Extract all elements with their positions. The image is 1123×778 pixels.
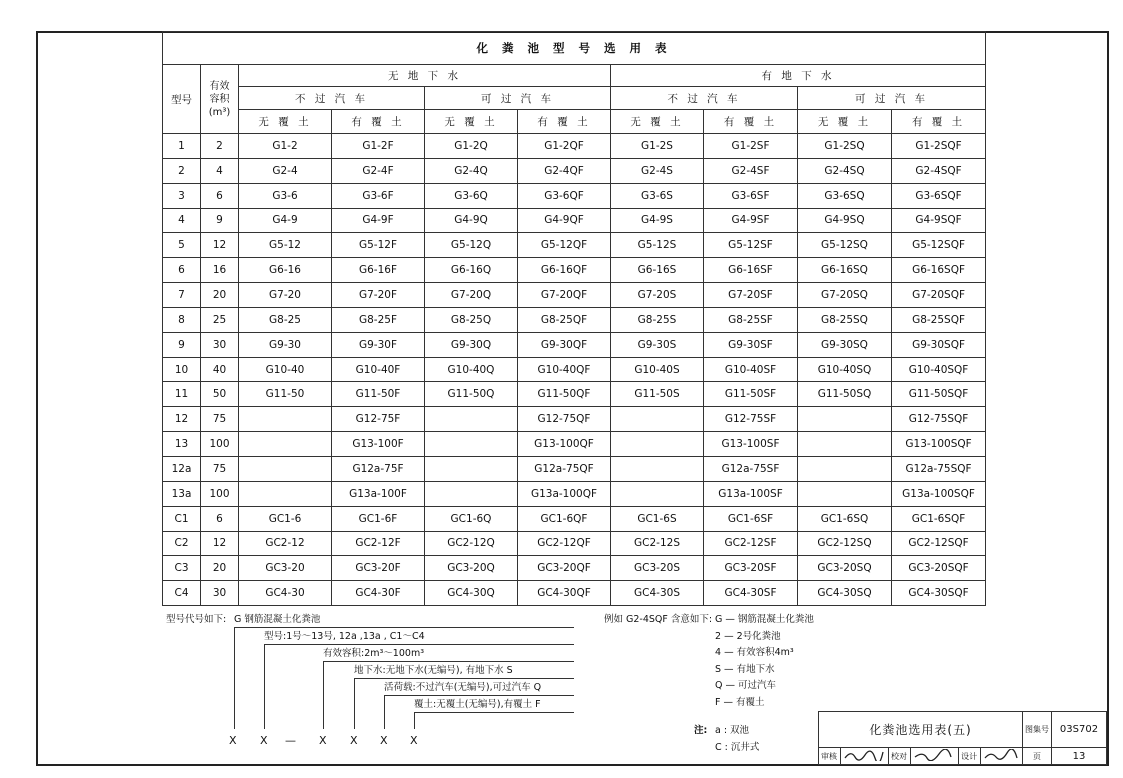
model-code-cell <box>239 407 332 432</box>
model-code-cell: G3-6SF <box>704 183 798 208</box>
legend-line <box>234 627 574 628</box>
volume-cell: 30 <box>201 332 239 357</box>
model-code-cell: G8-25S <box>611 307 704 332</box>
example-item: F — 有覆土 <box>715 696 765 708</box>
legend-line <box>264 644 265 729</box>
model-code-cell: GC3-20QF <box>518 556 611 581</box>
model-code-cell: GC3-20SF <box>704 556 798 581</box>
with-soil-header: 有 覆 土 <box>332 110 425 134</box>
model-code-cell: G6-16QF <box>518 258 611 283</box>
model-code-cell <box>425 432 518 457</box>
model-code-cell: G11-50QF <box>518 382 611 407</box>
legend-g-definition: G 钢筋混凝土化粪池 <box>234 614 321 625</box>
code-slot: X <box>319 734 327 747</box>
model-code-cell: G9-30SQ <box>798 332 892 357</box>
model-code-cell: G9-30SF <box>704 332 798 357</box>
example-list <box>715 612 814 711</box>
model-number-cell: 9 <box>163 332 201 357</box>
volume-cell: 50 <box>201 382 239 407</box>
model-code-cell: GC2-12F <box>332 531 425 556</box>
volume-cell: 2 <box>201 134 239 159</box>
table-row <box>163 581 986 606</box>
model-code-cell: G12-75QF <box>518 407 611 432</box>
model-code-cell <box>425 481 518 506</box>
model-code-cell: G9-30Q <box>425 332 518 357</box>
model-code-cell: GC3-20SQ <box>798 556 892 581</box>
model-code-cell: G13-100F <box>332 432 425 457</box>
model-code-cell: G3-6S <box>611 183 704 208</box>
model-number-cell: 4 <box>163 208 201 233</box>
legend-line <box>384 695 385 729</box>
legend-volume: 有效容积:2m³～100m³ <box>323 648 425 659</box>
model-code-cell: G7-20SQ <box>798 283 892 308</box>
example-item: 2 — 2号化粪池 <box>715 630 781 642</box>
model-code-cell: GC3-20 <box>239 556 332 581</box>
col-volume-line1: 有效 <box>209 80 230 92</box>
model-code-cell: G1-2Q <box>425 134 518 159</box>
model-code-cell: G7-20SF <box>704 283 798 308</box>
model-number-cell: 12 <box>163 407 201 432</box>
note-a: a : 双池 <box>715 725 750 736</box>
legend-line <box>414 712 574 713</box>
model-code-cell: G13a-100F <box>332 481 425 506</box>
model-code-cell: G7-20SQF <box>892 283 986 308</box>
model-code-cell: G8-25 <box>239 307 332 332</box>
model-code-cell: G11-50Q <box>425 382 518 407</box>
model-code-cell: G2-4SQ <box>798 158 892 183</box>
model-code-cell: GC2-12SQ <box>798 531 892 556</box>
model-number-cell: 12a <box>163 456 201 481</box>
volume-cell: 75 <box>201 407 239 432</box>
model-code-cell: G11-50SF <box>704 382 798 407</box>
code-slot: X <box>380 734 388 747</box>
model-code-cell: GC2-12Q <box>425 531 518 556</box>
model-code-cell <box>798 456 892 481</box>
model-code-cell: G12a-75SQF <box>892 456 986 481</box>
model-code-cell: G2-4S <box>611 158 704 183</box>
volume-cell: 9 <box>201 208 239 233</box>
model-code-cell: GC1-6S <box>611 506 704 531</box>
atlas-label: 图集号 <box>1023 712 1052 748</box>
design-label: 设计 <box>959 748 981 765</box>
legend-line <box>323 661 324 729</box>
model-number-cell: 5 <box>163 233 201 258</box>
model-number-cell: C3 <box>163 556 201 581</box>
model-code-cell: G1-2 <box>239 134 332 159</box>
volume-cell: 40 <box>201 357 239 382</box>
model-code-cell: GC2-12QF <box>518 531 611 556</box>
model-number-cell: C2 <box>163 531 201 556</box>
model-number-cell: 8 <box>163 307 201 332</box>
volume-cell: 20 <box>201 283 239 308</box>
model-code-cell: GC1-6SQ <box>798 506 892 531</box>
model-code-cell: G9-30F <box>332 332 425 357</box>
model-code-cell <box>611 432 704 457</box>
volume-cell: 12 <box>201 233 239 258</box>
model-code-cell: G6-16 <box>239 258 332 283</box>
col-type-header: 型号 <box>163 65 201 134</box>
model-code-cell: GC4-30SF <box>704 581 798 606</box>
model-code-cell: G6-16SQ <box>798 258 892 283</box>
model-code-cell: G10-40 <box>239 357 332 382</box>
note-c: C : 沉井式 <box>715 742 760 753</box>
model-code-cell: G12a-75QF <box>518 456 611 481</box>
with-soil-header: 有 覆 土 <box>518 110 611 134</box>
model-code-cell: G4-9S <box>611 208 704 233</box>
model-code-cell: G6-16S <box>611 258 704 283</box>
model-code-cell: GC1-6F <box>332 506 425 531</box>
model-code-cell: G12-75SF <box>704 407 798 432</box>
model-code-cell: G13a-100SF <box>704 481 798 506</box>
model-code-cell: G5-12SQF <box>892 233 986 258</box>
signature-scribble <box>843 749 885 761</box>
model-code-cell: G3-6Q <box>425 183 518 208</box>
model-number-cell: 2 <box>163 158 201 183</box>
model-code-cell: G7-20S <box>611 283 704 308</box>
volume-cell: 4 <box>201 158 239 183</box>
model-code-cell: G2-4Q <box>425 158 518 183</box>
model-code-cell: G5-12 <box>239 233 332 258</box>
note-label: 注: <box>694 725 708 736</box>
model-code-cell: G8-25SQ <box>798 307 892 332</box>
model-code-cell: G2-4SF <box>704 158 798 183</box>
table-row <box>163 158 986 183</box>
model-code-cell: G13a-100SQF <box>892 481 986 506</box>
model-code-cell: G6-16SF <box>704 258 798 283</box>
model-code-cell: GC4-30Q <box>425 581 518 606</box>
model-code-cell: G4-9 <box>239 208 332 233</box>
vehicle-header: 可 过 汽 车 <box>798 87 986 110</box>
model-code-cell <box>425 407 518 432</box>
model-code-cell: G1-2S <box>611 134 704 159</box>
example-item: G — 钢筋混凝土化粪池 <box>715 614 814 625</box>
model-code-cell: G5-12Q <box>425 233 518 258</box>
model-code-cell: G1-2SF <box>704 134 798 159</box>
model-code-cell: G13-100SF <box>704 432 798 457</box>
code-slot: X <box>350 734 358 747</box>
model-code-cell: G12a-75F <box>332 456 425 481</box>
model-code-cell: G6-16F <box>332 258 425 283</box>
no-soil-header: 无 覆 土 <box>239 110 332 134</box>
model-code-cell: G3-6 <box>239 183 332 208</box>
no-soil-header: 无 覆 土 <box>425 110 518 134</box>
model-code-cell <box>425 456 518 481</box>
model-code-cell: G9-30SQF <box>892 332 986 357</box>
volume-cell: 6 <box>201 506 239 531</box>
model-code-cell: G6-16SQF <box>892 258 986 283</box>
code-slot: X <box>410 734 418 747</box>
legend-line <box>323 661 574 662</box>
legend-line <box>384 695 574 696</box>
model-code-cell <box>239 432 332 457</box>
legend-intro: 型号代号如下: <box>166 614 227 625</box>
model-code-cell: GC2-12 <box>239 531 332 556</box>
table-row <box>163 332 986 357</box>
model-number-cell: C4 <box>163 581 201 606</box>
volume-cell: 100 <box>201 481 239 506</box>
model-code-cell: GC2-12SQF <box>892 531 986 556</box>
legend-line <box>354 678 574 679</box>
volume-cell: 12 <box>201 531 239 556</box>
model-number-cell: 3 <box>163 183 201 208</box>
model-code-cell: G10-40QF <box>518 357 611 382</box>
atlas-number: 03S702 <box>1052 712 1107 748</box>
model-code-cell: GC1-6SF <box>704 506 798 531</box>
model-code-cell: G11-50 <box>239 382 332 407</box>
volume-cell: 30 <box>201 581 239 606</box>
model-number-cell: 7 <box>163 283 201 308</box>
model-code-cell: G7-20F <box>332 283 425 308</box>
code-dash: — <box>285 734 296 747</box>
signature-scribble <box>983 749 1019 761</box>
review-signature <box>840 748 888 765</box>
model-number-cell: 1 <box>163 134 201 159</box>
table-row <box>163 307 986 332</box>
model-code-cell: G2-4F <box>332 158 425 183</box>
model-code-cell: G11-50F <box>332 382 425 407</box>
model-code-cell: G13-100QF <box>518 432 611 457</box>
model-code-cell: G5-12S <box>611 233 704 258</box>
model-number-cell: 6 <box>163 258 201 283</box>
model-code-cell: G12a-75SF <box>704 456 798 481</box>
model-code-cell: GC3-20Q <box>425 556 518 581</box>
model-number-cell: C1 <box>163 506 201 531</box>
model-code-cell: GC4-30F <box>332 581 425 606</box>
table-row <box>163 382 986 407</box>
model-code-cell: G1-2F <box>332 134 425 159</box>
model-code-cell: G1-2SQF <box>892 134 986 159</box>
model-code-cell: G11-50SQF <box>892 382 986 407</box>
model-code-cell: G2-4SQF <box>892 158 986 183</box>
model-code-cell <box>798 432 892 457</box>
code-slot: X <box>260 734 268 747</box>
legend-line <box>354 678 355 729</box>
model-code-cell: G11-50S <box>611 382 704 407</box>
model-code-cell: GC4-30 <box>239 581 332 606</box>
legend-line <box>414 712 415 729</box>
model-code-cell <box>798 481 892 506</box>
table-row <box>163 208 986 233</box>
model-code-cell: G5-12SF <box>704 233 798 258</box>
table-row <box>163 481 986 506</box>
model-code-cell: G10-40SQ <box>798 357 892 382</box>
volume-cell: 75 <box>201 456 239 481</box>
model-code-cell: G7-20QF <box>518 283 611 308</box>
signature-scribble <box>913 749 955 761</box>
table-row <box>163 531 986 556</box>
model-code-cell <box>239 456 332 481</box>
volume-cell: 25 <box>201 307 239 332</box>
model-code-cell: G9-30 <box>239 332 332 357</box>
volume-cell: 16 <box>201 258 239 283</box>
legend-load: 活荷载:不过汽车(无编号),可过汽车 Q <box>384 682 542 693</box>
model-code-cell: G5-12QF <box>518 233 611 258</box>
model-code-cell: GC1-6Q <box>425 506 518 531</box>
no-soil-header: 无 覆 土 <box>611 110 704 134</box>
model-code-cell: G5-12SQ <box>798 233 892 258</box>
model-code-cell: GC1-6QF <box>518 506 611 531</box>
check-label: 校对 <box>889 748 911 765</box>
example-item: S — 有地下水 <box>715 663 775 675</box>
table-row <box>163 506 986 531</box>
example-item: 4 — 有效容积4m³ <box>715 647 794 658</box>
table-row <box>163 556 986 581</box>
model-code-cell: G7-20Q <box>425 283 518 308</box>
no-soil-header: 无 覆 土 <box>798 110 892 134</box>
table-row <box>163 183 986 208</box>
example-head: 例如 G2-4SQF 含意如下: <box>604 614 713 625</box>
model-number-cell: 13 <box>163 432 201 457</box>
model-code-cell: G4-9F <box>332 208 425 233</box>
col-volume-unit: (m³) <box>208 106 231 118</box>
model-code-cell: G11-50SQ <box>798 382 892 407</box>
model-code-cell: GC4-30S <box>611 581 704 606</box>
model-code-cell: G3-6SQ <box>798 183 892 208</box>
model-code-cell: G4-9SQF <box>892 208 986 233</box>
col-volume-header <box>201 65 239 134</box>
model-code-cell: G9-30QF <box>518 332 611 357</box>
model-number-cell: 11 <box>163 382 201 407</box>
example-item: Q — 可过汽车 <box>715 680 777 691</box>
model-code-cell: GC1-6SQF <box>892 506 986 531</box>
table-title: 化 粪 池 型 号 选 用 表 <box>163 32 986 65</box>
page-label: 页 <box>1023 748 1052 765</box>
model-code-cell: G3-6QF <box>518 183 611 208</box>
model-code-cell: GC3-20S <box>611 556 704 581</box>
model-code-cell: G2-4QF <box>518 158 611 183</box>
volume-cell: 100 <box>201 432 239 457</box>
page-number: 13 <box>1052 748 1107 765</box>
legend-sequence: 型号:1号～13号, 12a ,13a , C1～C4 <box>264 631 425 642</box>
drawing-title: 化粪池选用表(五) <box>819 712 1023 748</box>
model-code-cell: G5-12F <box>332 233 425 258</box>
model-code-cell: G7-20 <box>239 283 332 308</box>
model-code-cell: G4-9SQ <box>798 208 892 233</box>
model-number-cell: 10 <box>163 357 201 382</box>
selection-table <box>162 31 986 606</box>
model-code-cell: G1-2QF <box>518 134 611 159</box>
model-code-cell: G12-75SQF <box>892 407 986 432</box>
model-code-cell: G13a-100QF <box>518 481 611 506</box>
table-row <box>163 357 986 382</box>
model-code-cell: G3-6SQF <box>892 183 986 208</box>
vehicle-header: 可 过 汽 车 <box>425 87 611 110</box>
table-row <box>163 134 986 159</box>
legend-soil: 覆土:无覆土(无编号),有覆土 F <box>414 699 541 710</box>
model-code-cell: G13-100SQF <box>892 432 986 457</box>
model-code-cell <box>611 456 704 481</box>
title-block <box>818 711 1107 765</box>
model-code-cell: GC3-20SQF <box>892 556 986 581</box>
model-code-cell: G10-40SF <box>704 357 798 382</box>
model-code-cell: GC3-20F <box>332 556 425 581</box>
col-volume-line2: 容积 <box>209 93 230 105</box>
model-code-cell: GC4-30SQ <box>798 581 892 606</box>
with-soil-header: 有 覆 土 <box>704 110 798 134</box>
model-code-cell: G4-9QF <box>518 208 611 233</box>
review-label: 审核 <box>819 748 841 765</box>
model-code-cell: G10-40Q <box>425 357 518 382</box>
model-code-cell: G4-9Q <box>425 208 518 233</box>
model-code-cell: GC2-12S <box>611 531 704 556</box>
table-row <box>163 456 986 481</box>
model-code-cell: G8-25F <box>332 307 425 332</box>
model-code-cell: G8-25SF <box>704 307 798 332</box>
table-row <box>163 283 986 308</box>
table-row <box>163 432 986 457</box>
model-code-cell: G9-30S <box>611 332 704 357</box>
model-code-cell <box>239 481 332 506</box>
table-row <box>163 407 986 432</box>
volume-cell: 6 <box>201 183 239 208</box>
model-number-cell: 13a <box>163 481 201 506</box>
model-code-cell: G8-25Q <box>425 307 518 332</box>
model-code-cell: G12-75F <box>332 407 425 432</box>
model-code-cell: G6-16Q <box>425 258 518 283</box>
table-row <box>163 258 986 283</box>
with-soil-header: 有 覆 土 <box>892 110 986 134</box>
model-code-cell: GC4-30SQF <box>892 581 986 606</box>
model-code-cell: GC2-12SF <box>704 531 798 556</box>
check-signature <box>910 748 958 765</box>
no-vehicle-header: 不 过 汽 车 <box>611 87 798 110</box>
legend-line <box>264 644 574 645</box>
model-code-cell: GC1-6 <box>239 506 332 531</box>
legend-line <box>234 627 235 729</box>
table-row <box>163 233 986 258</box>
model-code-cell: G8-25SQF <box>892 307 986 332</box>
model-code-cell: GC4-30QF <box>518 581 611 606</box>
model-code-cell: G8-25QF <box>518 307 611 332</box>
model-code-cell: G10-40F <box>332 357 425 382</box>
with-groundwater-header: 有 地 下 水 <box>611 65 986 87</box>
model-code-cell: G1-2SQ <box>798 134 892 159</box>
model-code-cell: G4-9SF <box>704 208 798 233</box>
model-code-cell: G10-40SQF <box>892 357 986 382</box>
model-code-cell: G2-4 <box>239 158 332 183</box>
model-code-cell <box>798 407 892 432</box>
no-vehicle-header: 不 过 汽 车 <box>239 87 425 110</box>
no-groundwater-header: 无 地 下 水 <box>239 65 611 87</box>
design-signature <box>980 748 1022 765</box>
model-code-cell <box>611 407 704 432</box>
volume-cell: 20 <box>201 556 239 581</box>
model-code-cell: G3-6F <box>332 183 425 208</box>
legend-groundwater: 地下水:无地下水(无编号), 有地下水 S <box>354 665 513 676</box>
code-slot: X <box>229 734 237 747</box>
model-code-cell: G10-40S <box>611 357 704 382</box>
model-code-cell <box>611 481 704 506</box>
